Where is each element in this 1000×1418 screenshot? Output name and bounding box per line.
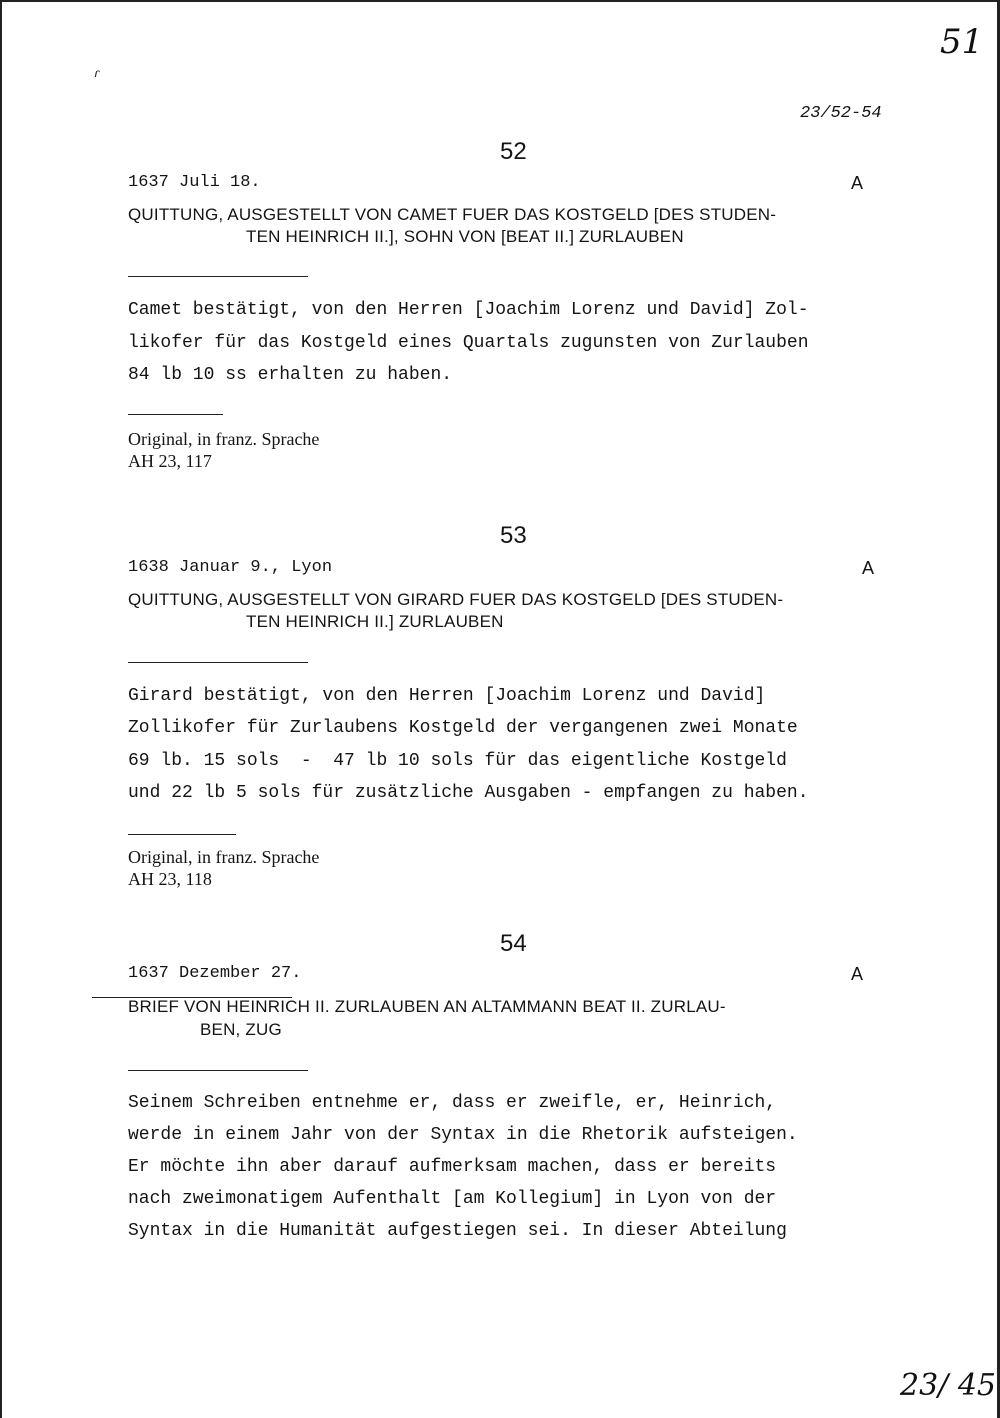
entry-title-continued: TEN HEINRICH II.], SOHN VON [BEAT II.] ZURLAUBEN — [246, 227, 684, 246]
entry-body-line: Camet bestätigt, von den Herren [Joachim Lorenz und David] Zol- — [128, 300, 809, 320]
entry-body-line: likofer für das Kostgeld eines Quartals zugunsten von Zurlauben — [128, 333, 809, 353]
entry-title-continued: TEN HEINRICH II.] ZURLAUBEN — [246, 612, 504, 631]
entry-title: QUITTUNG, AUSGESTELLT VON GIRARD FUER DAS KOSTGELD [DES STUDEN- — [128, 590, 784, 609]
entry-marker: A — [851, 964, 864, 984]
entry-date: 1637 Dezember 27. — [128, 964, 302, 983]
tick-mark: ɾ — [94, 66, 100, 80]
entry-title: QUITTUNG, AUSGESTELLT VON CAMET FUER DAS KOSTGELD [DES STUDEN- — [128, 205, 777, 224]
entry-body-line: Zollikofer für Zurlaubens Kostgeld der vergangenen zwei Monate — [128, 718, 798, 738]
entry-body-line: 84 lb 10 ss erhalten zu haben. — [128, 365, 453, 385]
separator-rule — [128, 414, 223, 415]
entry-title-continued: BEN, ZUG — [200, 1020, 282, 1039]
entry-marker: A — [851, 173, 864, 193]
entry-body-line: Girard bestätigt, von den Herren [Joachim Lorenz und David] — [128, 686, 766, 706]
entry-body-line: 69 lb. 15 sols - 47 lb 10 sols für das eigentliche Kostgeld — [128, 751, 787, 771]
entry-number: 52 — [500, 138, 527, 165]
handwritten-page-number: 51 — [940, 22, 984, 62]
entry-body-line: nach zweimonatigem Aufenthalt [am Kollegium] in Lyon von der — [128, 1189, 777, 1209]
scan-edge-left — [0, 0, 2, 1418]
entry-title: BRIEF VON HEINRICH II. ZURLAUBEN AN ALTAMMANN BEAT II. ZURLAU- — [128, 997, 726, 1016]
source-note: Original, in franz. Sprache — [128, 429, 320, 449]
entry-date: 1638 Januar 9., Lyon — [128, 558, 333, 577]
separator-rule — [128, 662, 308, 663]
separator-rule — [128, 834, 236, 835]
entry-number: 53 — [500, 522, 527, 549]
entry-body-line: Seinem Schreiben entnehme er, dass er zweifle, er, Heinrich, — [128, 1093, 777, 1113]
source-reference: AH 23, 118 — [128, 869, 212, 889]
source-note: Original, in franz. Sprache — [128, 847, 320, 867]
entry-marker: A — [862, 558, 875, 578]
entry-body-line: und 22 lb 5 sols für zusätzliche Ausgaben - empfangen zu haben. — [128, 783, 809, 803]
handwritten-folio: 23/ 45 — [900, 1368, 996, 1403]
entry-body-line: Er möchte ihn aber darauf aufmerksam machen, dass er bereits — [128, 1157, 777, 1177]
source-reference: AH 23, 117 — [128, 451, 212, 471]
entry-body-line: werde in einem Jahr von der Syntax in die Rhetorik aufsteigen. — [128, 1125, 798, 1145]
separator-rule — [128, 1070, 308, 1071]
entry-number: 54 — [500, 930, 527, 957]
separator-rule — [128, 276, 308, 277]
entry-body-line: Syntax in die Humanität aufgestiegen sei. In dieser Abteilung — [128, 1221, 787, 1241]
archive-reference: 23/52-54 — [800, 104, 882, 123]
scan-edge-top — [0, 0, 1000, 2]
entry-date: 1637 Juli 18. — [128, 173, 261, 192]
